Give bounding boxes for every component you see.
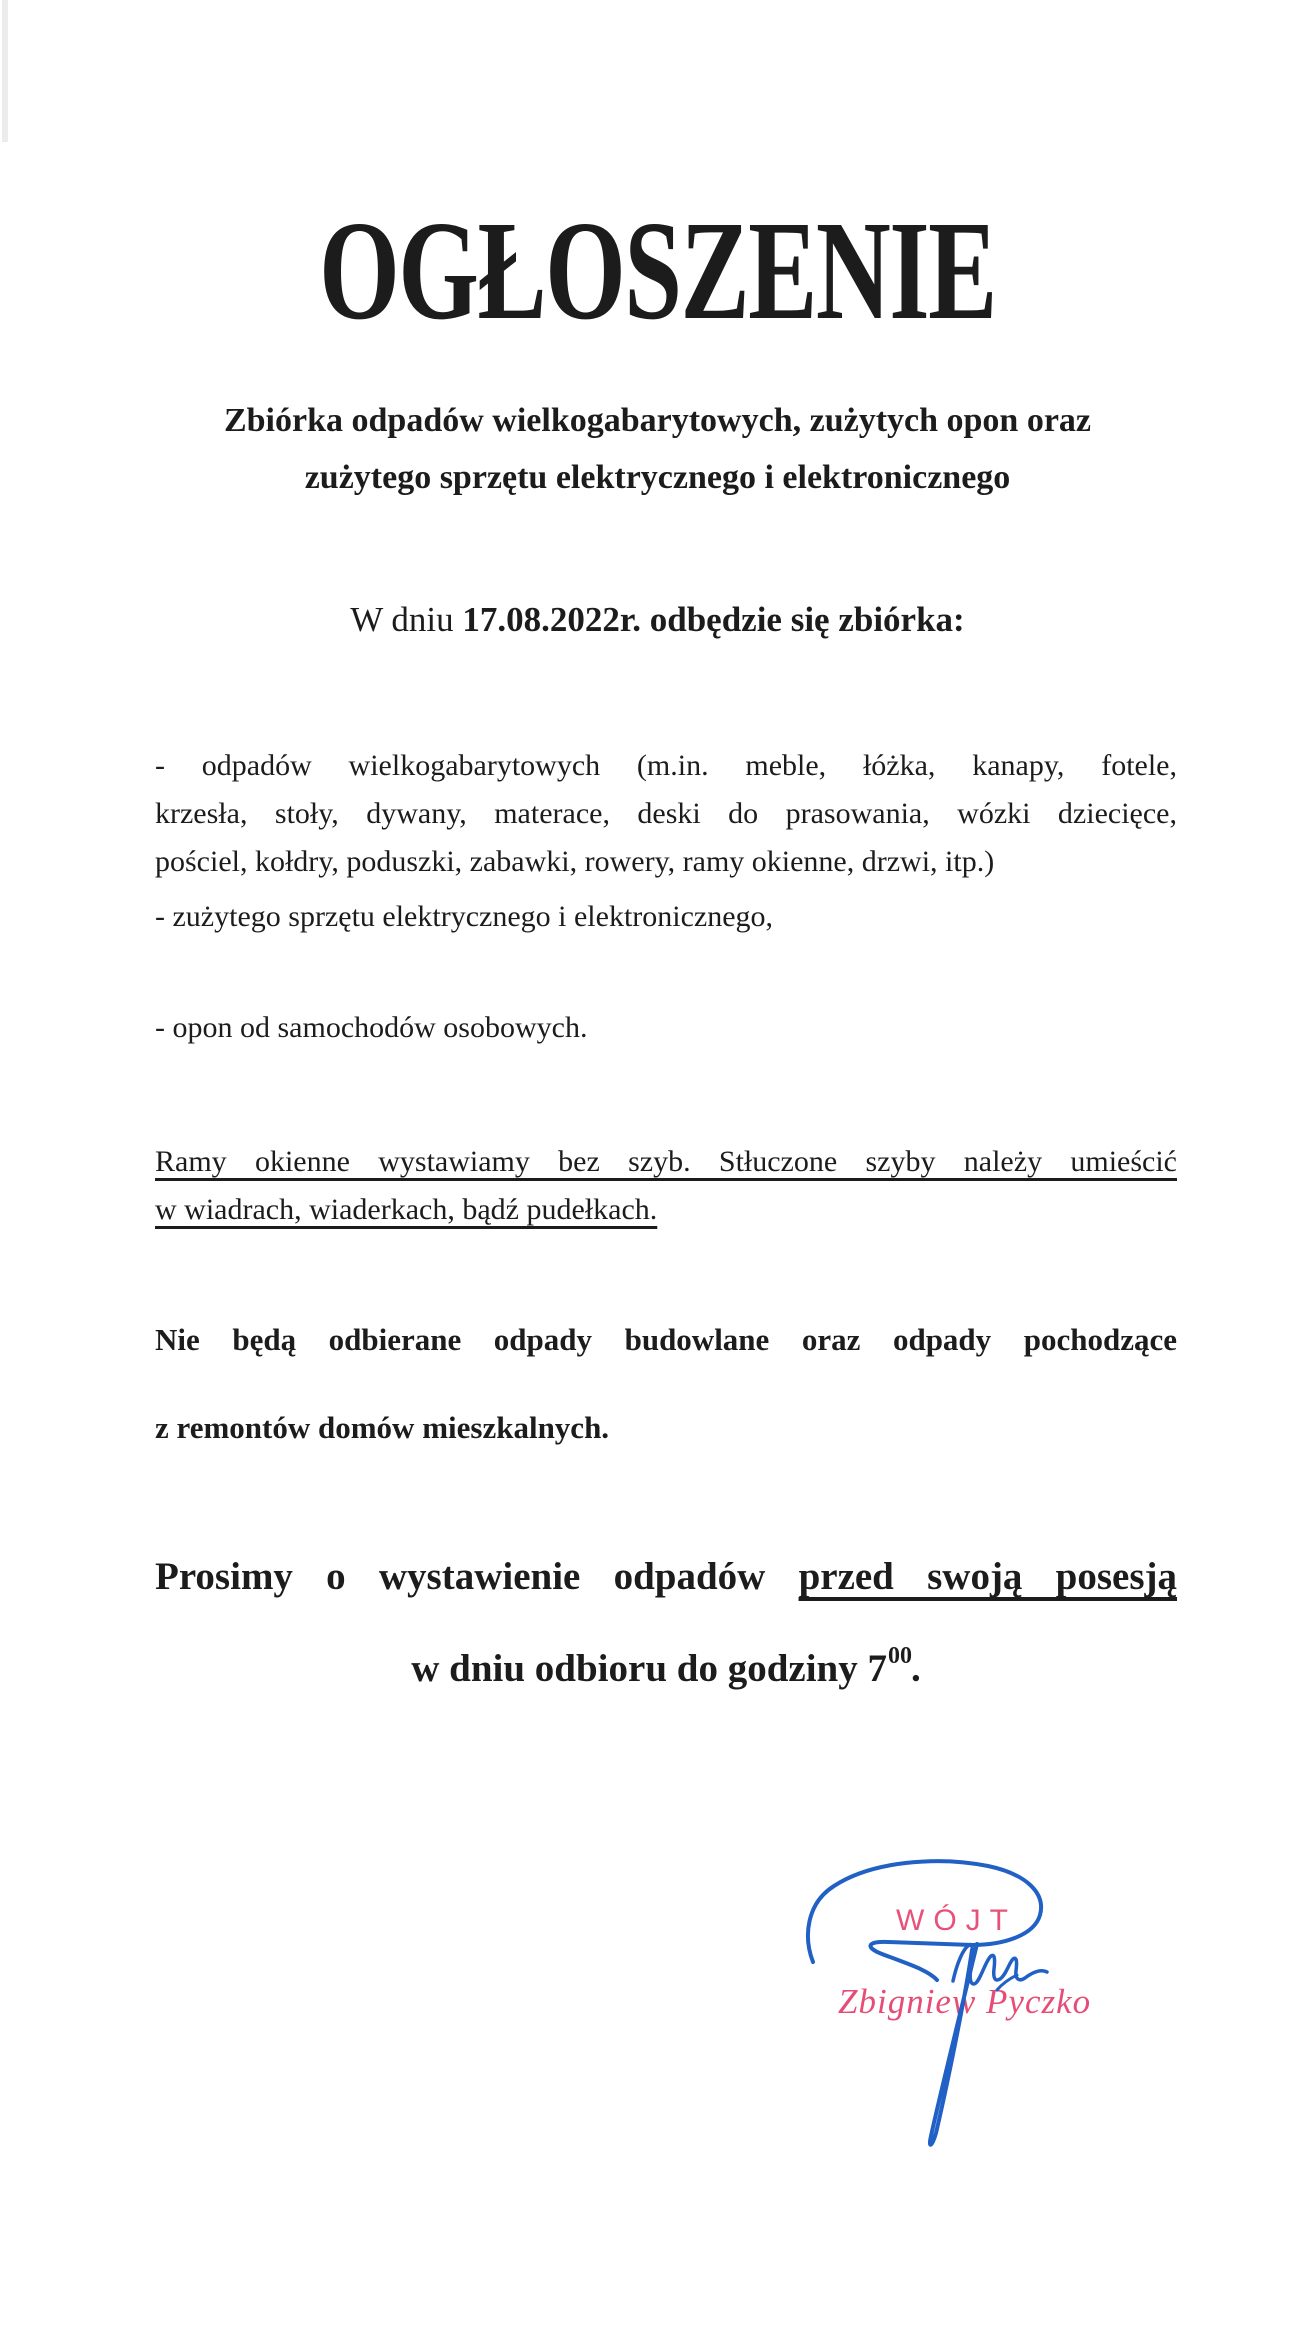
request-line-2	[155, 1642, 1177, 1696]
request-line-2-prefix: w dniu odbioru do godziny	[411, 1647, 868, 1690]
request-line-1	[155, 1550, 1177, 1604]
date-line-bold: 17.08.2022r. odbędzie się zbiórka:	[462, 600, 965, 639]
pickup-hour: 7	[867, 1647, 887, 1690]
exclusion-line-1: Nie będą odbierane odpady budowlane oraz odpady pochodzące	[155, 1322, 1177, 1357]
scan-edge-artifact	[2, 0, 8, 142]
glass-note	[155, 1138, 1177, 1234]
mayor-name-stamp: Zbigniew Pyczko	[838, 1982, 1092, 2021]
page-title-row	[0, 191, 1315, 349]
request-line-1-underlined: przed swoją posesją	[798, 1555, 1178, 1598]
page-title: OGŁOSZENIE	[319, 191, 996, 349]
glass-note-line-2: w wiadrach, wiaderkach, bądź pudełkach.	[155, 1193, 658, 1226]
pickup-hour-superscript: 00	[888, 1643, 912, 1669]
subtitle-line-1: Zbiórka odpadów wielkogabarytowych, zużytych opon oraz	[223, 402, 1092, 439]
exclusion-line-2: z remontów domów mieszkalnych.	[155, 1410, 610, 1445]
glass-note-line-1: Ramy okienne wystawiamy bez szyb. Stłuczone szyby należy umieścić	[155, 1145, 1177, 1178]
subtitle-line-2: zużytego sprzętu elektrycznego i elektronicznego	[304, 459, 1011, 496]
bullet-bulky-waste	[155, 742, 1177, 886]
handwritten-signature	[780, 1840, 1080, 2160]
bullet-tires: - opon od samochodów osobowych.	[155, 1011, 588, 1044]
bullet-electronics: - zużytego sprzętu elektrycznego i elektronicznego,	[155, 900, 774, 933]
date-line-prefix: W dniu	[350, 600, 463, 639]
collection-date-line	[0, 598, 1315, 642]
request-line-1-normal: Prosimy o wystawienie odpadów	[155, 1555, 799, 1598]
mayor-title-stamp: WÓJT	[896, 1904, 1017, 1937]
request-line-2-suffix: .	[911, 1647, 921, 1690]
bulky-line-2: krzesła, stoły, dywany, materace, deski do prasowania, wózki dziecięce,	[155, 797, 1177, 830]
bulky-line-1: - odpadów wielkogabarytowych (m.in. meble, łóżka, kanapy, fotele,	[155, 749, 1177, 782]
signature-loop-stroke	[808, 1861, 1041, 1980]
subtitle	[0, 392, 1315, 506]
bulky-line-3: pościel, kołdry, poduszki, zabawki, rowery, ramy okienne, drzwi, itp.)	[155, 845, 995, 878]
